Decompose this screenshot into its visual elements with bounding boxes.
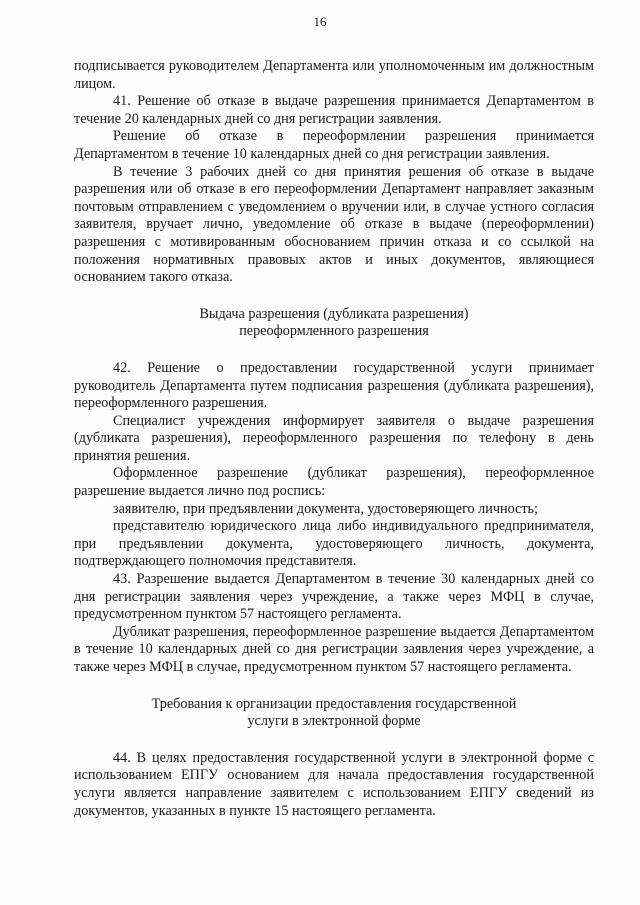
paragraph-43: 43. Разрешение выдается Департаментом в течение 30 календарных дней со дня регистрации заявления через учреждение, а также через МФЦ в случае, предусмотренном пунктом 57 настоящего регламента. — [74, 571, 594, 623]
paragraph: Решение об отказе в переоформлении разрешения принимается Департаментом в течение 10 календарных дней со дня регистрации заявления. — [74, 128, 594, 162]
section-heading-electronic-form — [74, 696, 594, 731]
section-heading-issuance — [74, 306, 594, 341]
paragraph: заявителю, при предъявлении документа, удостоверяющего личность; — [113, 500, 538, 517]
heading-line: переоформленного разрешения — [239, 323, 429, 340]
page-number: 16 — [313, 14, 327, 29]
heading-line: Выдача разрешения (дубликата разрешения) — [199, 305, 469, 322]
heading-line: услуги в электронной форме — [247, 713, 421, 730]
paragraph-41: 41. Решение об отказе в выдаче разрешения принимается Департаментом в течение 20 календарных дней со дня регистрации заявления. — [74, 93, 594, 127]
paragraph: Специалист учреждения информирует заявителя о выдаче разрешения (дубликата разрешения), переоформленного разрешения по телефону в день принятия решения. — [74, 412, 594, 464]
paragraph-42: 42. Решение о предоставлении государственной услуги принимает руководитель Департамента путем подписания разрешения (дубликата разрешения), переоформленного разрешения. — [74, 359, 594, 412]
document-body — [74, 58, 594, 820]
paragraph: Дубликат разрешения, переоформленное разрешение выдается Департаментом в течение 10 календарных дней со дня регистрации заявления через учреждение, а также через МФЦ в случае, предусмотренном пунктом 57 настоящего регламента. — [74, 623, 594, 675]
heading-line: Требования к организации предоставления государственной — [151, 695, 517, 712]
paragraph: Оформленное разрешение (дубликат разрешения), переоформленное разрешение выдается лично под роспись: — [74, 465, 594, 500]
paragraph: подписывается руководителем Департамента или уполномоченным им должностным лицом. — [74, 58, 594, 92]
paragraph: представителю юридического лица либо индивидуального предпринимателя, при предъявлении документа, удостоверяющего личность, документа, подтверждающего полномочия представителя. — [74, 518, 594, 570]
paragraph-44: 44. В целях предоставления государственной услуги в электронной форме с использованием ЕПГУ основанием для начала предоставления государственной услуги является направление заявителем с использованием ЕПГУ сведений из документов, указанных в пункте 15 настоящего регламента. — [74, 749, 594, 819]
paragraph: В течение 3 рабочих дней со дня принятия решения об отказе в выдаче разрешения или об отказе в его переоформлении Департамент направляет заказным почтовым отправлением с уведомлением о вручении или, в случае устного согласия заявителя, вручает лично, уведомление об отказе в выдаче (переоформлении) разрешения с мотивированным обоснованием причин отказа и со ссылкой на положения нормативных правовых актов и иных документов, являющиеся основанием такого отказа. — [74, 163, 594, 286]
